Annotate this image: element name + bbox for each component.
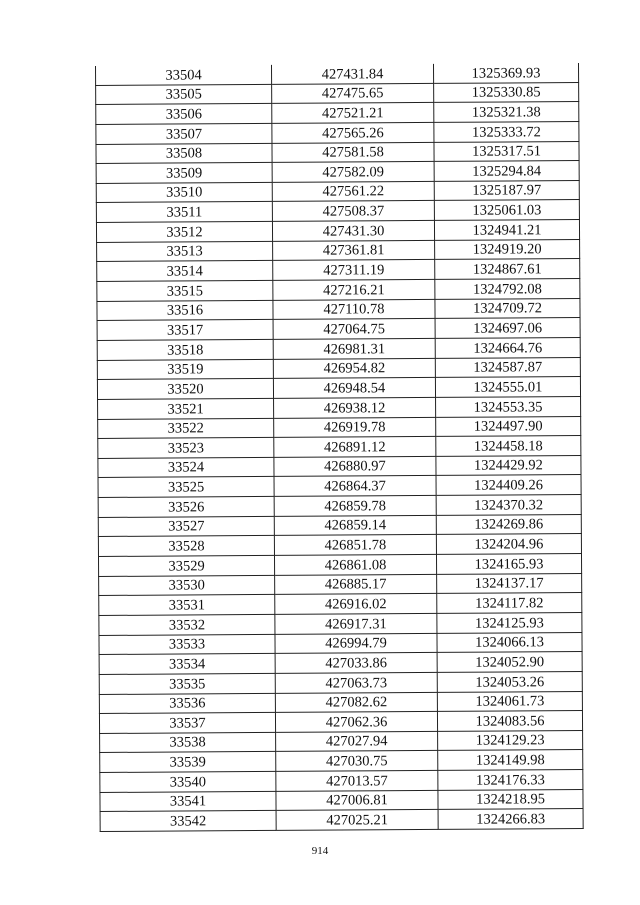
y-coordinate-cell: 1324429.92 — [436, 455, 581, 476]
y-coordinate-cell: 1325317.51 — [434, 141, 579, 162]
table-row — [100, 750, 583, 773]
x-coordinate-cell: 427311.19 — [273, 260, 435, 281]
table-row — [99, 711, 582, 734]
table-row — [96, 82, 579, 105]
point-id-cell: 33539 — [100, 752, 276, 773]
point-id-cell: 33512 — [96, 222, 272, 243]
y-coordinate-cell: 1324083.56 — [437, 711, 582, 732]
y-coordinate-cell: 1325330.85 — [434, 82, 579, 103]
y-coordinate-cell: 1324587.87 — [435, 357, 580, 378]
table-row — [97, 318, 580, 341]
x-coordinate-cell: 427565.26 — [272, 122, 434, 143]
y-coordinate-cell: 1324867.61 — [435, 259, 580, 280]
x-coordinate-cell: 426919.78 — [274, 417, 436, 438]
x-coordinate-cell: 426861.08 — [274, 554, 436, 575]
x-coordinate-cell: 427582.09 — [272, 162, 434, 183]
point-id-cell: 33531 — [99, 595, 275, 616]
point-id-cell: 33530 — [99, 575, 275, 596]
table-row — [98, 534, 581, 557]
table-row — [99, 632, 582, 655]
y-coordinate-cell: 1324066.13 — [437, 632, 582, 653]
y-coordinate-cell: 1324053.26 — [437, 671, 582, 692]
x-coordinate-cell: 427025.21 — [276, 810, 438, 831]
point-id-cell: 33535 — [99, 673, 275, 694]
y-coordinate-cell: 1325333.72 — [434, 121, 579, 142]
x-coordinate-cell: 426859.14 — [274, 515, 436, 536]
table-body — [95, 63, 583, 831]
table-row — [100, 770, 583, 793]
point-id-cell: 33523 — [98, 438, 274, 459]
x-coordinate-cell: 426891.12 — [274, 437, 436, 458]
point-id-cell: 33524 — [98, 457, 274, 478]
y-coordinate-cell: 1324370.32 — [436, 495, 581, 516]
y-coordinate-cell: 1324218.95 — [438, 789, 583, 810]
x-coordinate-cell: 427006.81 — [276, 790, 438, 811]
y-coordinate-cell: 1324553.35 — [436, 396, 581, 417]
point-id-cell: 33514 — [97, 261, 273, 282]
x-coordinate-cell: 426994.79 — [275, 633, 437, 654]
point-id-cell: 33507 — [96, 123, 272, 144]
point-id-cell: 33527 — [98, 516, 274, 537]
point-id-cell: 33506 — [96, 104, 272, 125]
point-id-cell: 33528 — [98, 536, 274, 557]
y-coordinate-cell: 1324137.17 — [437, 573, 582, 594]
x-coordinate-cell: 427033.86 — [275, 653, 437, 674]
y-coordinate-cell: 1324176.33 — [438, 770, 583, 791]
table-row — [97, 377, 580, 400]
y-coordinate-cell: 1324497.90 — [436, 416, 581, 437]
y-coordinate-cell: 1325061.03 — [434, 200, 579, 221]
y-coordinate-cell: 1324664.76 — [435, 338, 580, 359]
x-coordinate-cell: 426880.97 — [274, 456, 436, 477]
y-coordinate-cell: 1324204.96 — [436, 534, 581, 555]
point-id-cell: 33520 — [97, 379, 273, 400]
point-id-cell: 33533 — [99, 634, 275, 655]
y-coordinate-cell: 1324117.82 — [437, 593, 582, 614]
page-number: 914 — [311, 845, 329, 857]
table-row — [96, 121, 579, 144]
y-coordinate-cell: 1324919.20 — [435, 239, 580, 260]
table-row — [96, 180, 579, 203]
x-coordinate-cell: 427030.75 — [276, 751, 438, 772]
y-coordinate-cell: 1324129.23 — [438, 730, 583, 751]
table-row — [98, 475, 581, 498]
y-coordinate-cell: 1325321.38 — [434, 102, 579, 123]
y-coordinate-cell: 1324269.86 — [436, 514, 581, 535]
table-row — [97, 239, 580, 262]
x-coordinate-cell: 427581.58 — [272, 142, 434, 163]
point-id-cell: 33510 — [96, 182, 272, 203]
point-id-cell: 33513 — [97, 241, 273, 262]
point-id-cell: 33509 — [96, 163, 272, 184]
y-coordinate-cell: 1324941.21 — [434, 220, 579, 241]
point-id-cell: 33518 — [97, 339, 273, 360]
x-coordinate-cell: 426851.78 — [274, 535, 436, 556]
point-id-cell: 33542 — [100, 811, 276, 832]
table-row — [98, 514, 581, 537]
x-coordinate-cell: 427361.81 — [273, 240, 435, 261]
point-id-cell: 33537 — [99, 713, 275, 734]
point-id-cell: 33519 — [97, 359, 273, 380]
table-row — [99, 691, 582, 714]
table-row — [98, 436, 581, 459]
coordinate-table — [95, 63, 584, 832]
table-row — [100, 789, 583, 812]
table-row — [97, 338, 580, 361]
table-row — [98, 396, 581, 419]
y-coordinate-cell: 1324409.26 — [436, 475, 581, 496]
table-row — [99, 573, 582, 596]
table-row — [97, 259, 580, 282]
table-row — [100, 730, 583, 753]
point-id-cell: 33536 — [99, 693, 275, 714]
table-row — [96, 161, 579, 184]
point-id-cell: 33540 — [100, 771, 276, 792]
point-id-cell: 33516 — [97, 300, 273, 321]
y-coordinate-cell: 1324125.93 — [437, 612, 582, 633]
table-row — [98, 495, 581, 518]
y-coordinate-cell: 1325294.84 — [434, 161, 579, 182]
x-coordinate-cell: 427561.22 — [272, 181, 434, 202]
table-row — [96, 220, 579, 243]
table-row — [95, 63, 578, 85]
table-row — [97, 357, 580, 380]
point-id-cell: 33529 — [98, 555, 274, 576]
table-row — [98, 416, 581, 439]
y-coordinate-cell: 1324555.01 — [435, 377, 580, 398]
table-row — [96, 141, 579, 164]
x-coordinate-cell: 427431.30 — [272, 221, 434, 242]
y-coordinate-cell: 1324697.06 — [435, 318, 580, 339]
x-coordinate-cell: 426954.82 — [273, 358, 435, 379]
y-coordinate-cell: 1324709.72 — [435, 298, 580, 319]
x-coordinate-cell: 427431.84 — [271, 64, 433, 84]
point-id-cell: 33522 — [98, 418, 274, 439]
x-coordinate-cell: 426917.31 — [275, 613, 437, 634]
x-coordinate-cell: 427082.62 — [275, 692, 437, 713]
point-id-cell: 33538 — [100, 732, 276, 753]
x-coordinate-cell: 426981.31 — [273, 338, 435, 359]
table-row — [96, 200, 579, 223]
y-coordinate-cell: 1324061.73 — [437, 691, 582, 712]
x-coordinate-cell: 427064.75 — [273, 319, 435, 340]
y-coordinate-cell: 1324165.93 — [436, 554, 581, 575]
point-id-cell: 33532 — [99, 614, 275, 635]
y-coordinate-cell: 1325369.93 — [433, 63, 578, 83]
x-coordinate-cell: 427508.37 — [272, 201, 434, 222]
y-coordinate-cell: 1325187.97 — [434, 180, 579, 201]
x-coordinate-cell: 426938.12 — [274, 397, 436, 418]
x-coordinate-cell: 426916.02 — [275, 594, 437, 615]
y-coordinate-cell: 1324052.90 — [437, 652, 582, 673]
point-id-cell: 33534 — [99, 654, 275, 675]
table-row — [97, 298, 580, 321]
table-row — [99, 671, 582, 694]
table-row — [96, 102, 579, 125]
x-coordinate-cell: 427216.21 — [273, 279, 435, 300]
y-coordinate-cell: 1324149.98 — [438, 750, 583, 771]
x-coordinate-cell: 426948.54 — [273, 378, 435, 399]
point-id-cell: 33504 — [95, 65, 271, 85]
point-id-cell: 33525 — [98, 477, 274, 498]
point-id-cell: 33515 — [97, 280, 273, 301]
point-id-cell: 33511 — [96, 202, 272, 223]
point-id-cell: 33505 — [96, 84, 272, 105]
x-coordinate-cell: 427063.73 — [275, 672, 437, 693]
x-coordinate-cell: 427110.78 — [273, 299, 435, 320]
table-row — [100, 809, 583, 832]
x-coordinate-cell: 427062.36 — [275, 712, 437, 733]
x-coordinate-cell: 426864.37 — [274, 476, 436, 497]
point-id-cell: 33526 — [98, 497, 274, 518]
y-coordinate-cell: 1324458.18 — [436, 436, 581, 457]
table-row — [97, 279, 580, 302]
table-row — [99, 593, 582, 616]
point-id-cell: 33521 — [98, 398, 274, 419]
table-row — [98, 554, 581, 577]
x-coordinate-cell: 427475.65 — [272, 83, 434, 104]
table-row — [99, 652, 582, 675]
y-coordinate-cell: 1324266.83 — [438, 809, 583, 830]
table-row — [98, 455, 581, 478]
y-coordinate-cell: 1324792.08 — [435, 279, 580, 300]
point-id-cell: 33508 — [96, 143, 272, 164]
point-id-cell: 33541 — [100, 791, 276, 812]
point-id-cell: 33517 — [97, 320, 273, 341]
x-coordinate-cell: 427013.57 — [276, 770, 438, 791]
x-coordinate-cell: 426885.17 — [275, 574, 437, 595]
x-coordinate-cell: 427521.21 — [272, 103, 434, 124]
x-coordinate-cell: 426859.78 — [274, 496, 436, 517]
table-row — [99, 612, 582, 635]
x-coordinate-cell: 427027.94 — [276, 731, 438, 752]
